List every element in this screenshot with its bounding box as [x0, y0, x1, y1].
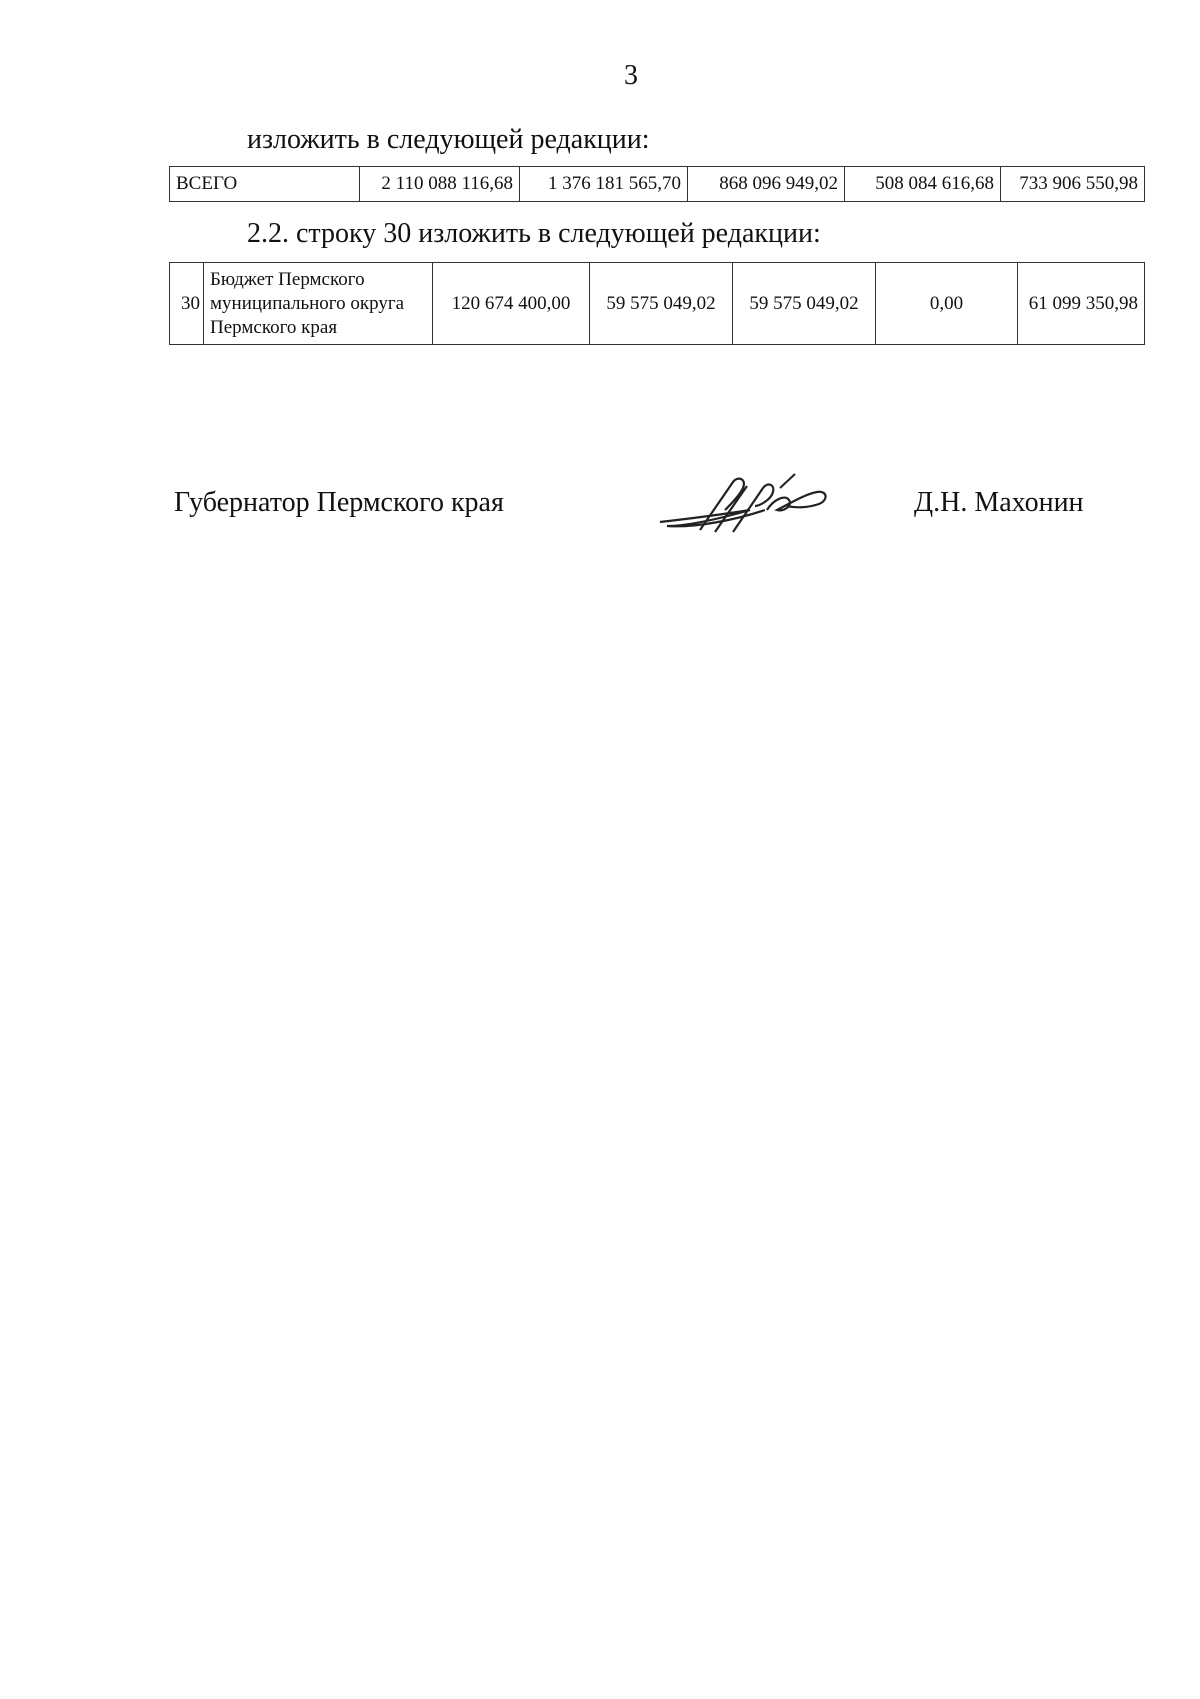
- signatory-name: Д.Н. Махонин: [914, 487, 1084, 518]
- row-name-line: Бюджет Пермского: [210, 268, 365, 290]
- paragraph-2-2: 2.2. строку 30 изложить в следующей редакции:: [247, 218, 821, 249]
- row-value-cell: 0,00: [876, 263, 1018, 345]
- table-row: [170, 167, 1145, 202]
- row-name-line: Пермского края: [210, 316, 338, 338]
- total-value-cell: 1 376 181 565,70: [520, 167, 688, 202]
- total-value-cell: 2 110 088 116,68: [360, 167, 520, 202]
- total-table: [169, 166, 1145, 202]
- intro-text: изложить в следующей редакции:: [247, 124, 650, 155]
- total-value-cell: 868 096 949,02: [688, 167, 845, 202]
- signature-image: [655, 470, 855, 540]
- table-row: [170, 263, 1145, 345]
- total-value-cell: 733 906 550,98: [1001, 167, 1145, 202]
- row-value-cell: 59 575 049,02: [733, 263, 876, 345]
- total-value-cell: 508 084 616,68: [845, 167, 1001, 202]
- row-value-cell: 120 674 400,00: [433, 263, 590, 345]
- row-value-cell: 59 575 049,02: [590, 263, 733, 345]
- total-label-cell: ВСЕГО: [170, 167, 360, 202]
- row30-table: [169, 262, 1145, 345]
- row-name-cell: [204, 263, 433, 345]
- row-number-cell: 30: [170, 263, 204, 345]
- page-number: 3: [624, 60, 638, 91]
- row-name-line: муниципального округа: [210, 292, 405, 314]
- signatory-title: Губернатор Пермского края: [174, 487, 504, 518]
- row-value-cell: 61 099 350,98: [1018, 263, 1145, 345]
